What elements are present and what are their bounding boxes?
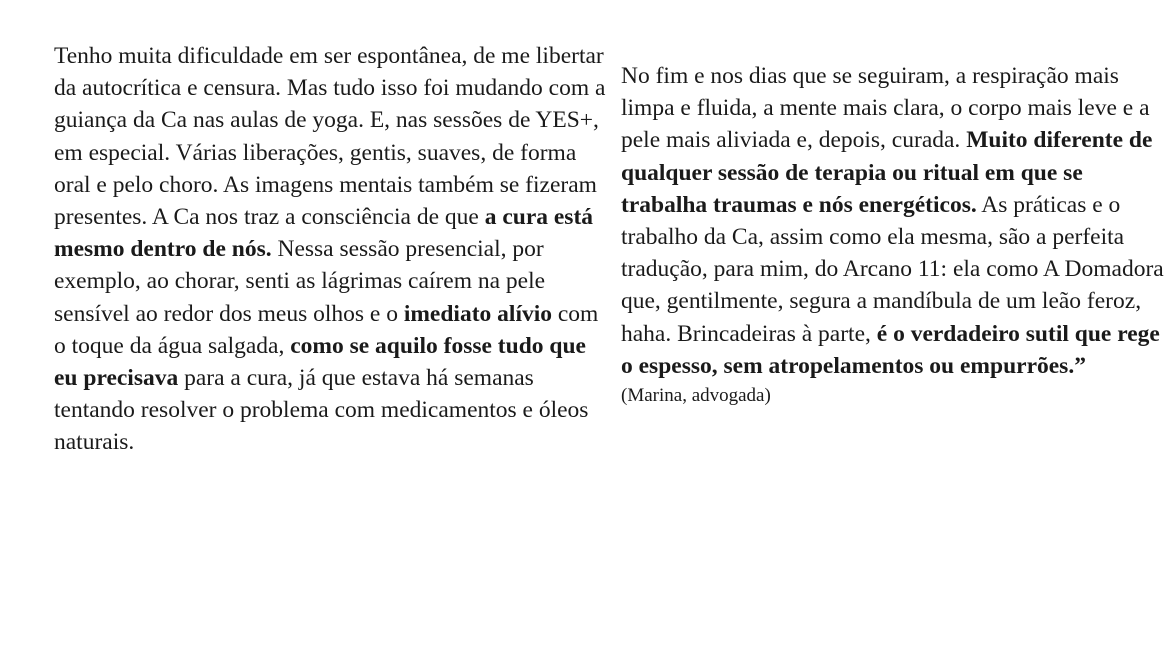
bold-text-run: Muito diferente de qualquer sessão de terapia ou ritual em que se trabalha traumas e nós energéticos.: [621, 127, 1153, 218]
bold-text-run: é o verdadeiro sutil que rege o espesso, sem atropelamentos ou empurrões.”: [621, 320, 1160, 379]
testimonial-left-column: [54, 40, 606, 459]
text-run: As práticas e o trabalho da Ca, assim como ela mesma, são a perfeita tradução, para mim, do Arcano 11: ela como A Domadora que, gentilmente, segura a mandíbula de um leão feroz, haha. Brincadeiras à parte,: [621, 191, 1164, 347]
text-run: Tenho muita dificuldade em ser espontânea, de me libertar da autocrítica e censura. Mas tudo isso foi mudando com a guiança da Ca nas aulas de yoga. E, nas sessões de YES+, em especial. Várias liberações, gentis, suaves, de forma oral e pelo choro. As imagens mentais também se fizeram presentes. A Ca nos traz a consciência de que: [54, 43, 606, 231]
text-run: com o toque da água salgada,: [54, 300, 599, 359]
testimonial-right-column: [621, 60, 1166, 408]
text-run: para a cura, já que estava há semanas tentando resolver o problema com medicamentos e óleos naturais.: [54, 365, 589, 456]
testimonial-attribution: (Marina, advogada): [621, 385, 771, 407]
text-run: No fim e nos dias que se seguiram, a respiração mais limpa e fluida, a mente mais clara, o corpo mais leve e a pele mais aliviada e, depois, curada.: [621, 63, 1150, 154]
bold-text-run: como se aquilo fosse tudo que eu precisava: [54, 332, 586, 392]
bold-text-run: a cura está mesmo dentro de nós.: [54, 204, 594, 263]
bold-text-run: imediato alívio: [403, 300, 552, 327]
text-run: Nessa sessão presencial, por exemplo, ao chorar, senti as lágrimas caírem na pele sensível ao redor dos meus olhos e o: [54, 236, 546, 327]
